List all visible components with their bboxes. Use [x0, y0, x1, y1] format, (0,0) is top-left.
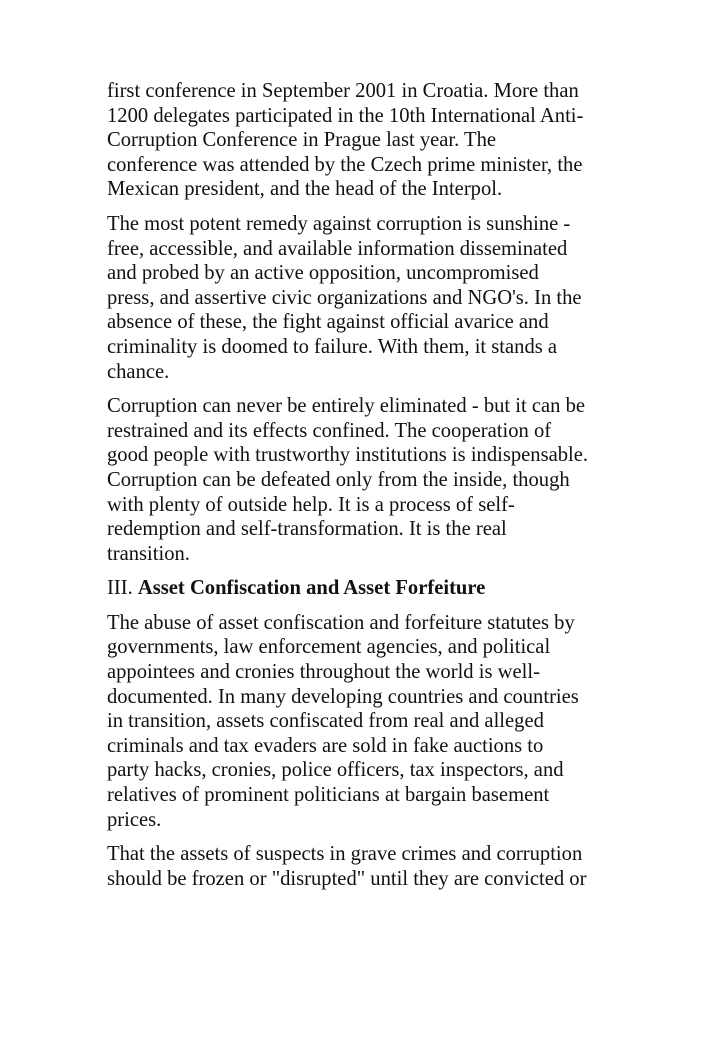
paragraph-eliminated: [107, 394, 627, 566]
text-line: Corruption can be defeated only from the inside, though: [107, 468, 570, 491]
text-line: first conference in September 2001 in Croatia. More than: [107, 80, 579, 102]
text-line: 1200 delegates participated in the 10th International Anti-: [107, 104, 584, 127]
paragraph-abuse: [107, 611, 627, 832]
text-line: press, and assertive civic organizations and NGO's. In the: [107, 286, 582, 309]
text-line: party hacks, cronies, police officers, tax inspectors, and: [107, 759, 564, 782]
text-line: relatives of prominent politicians at bargain basement: [107, 784, 550, 807]
text-line: transition.: [107, 542, 190, 565]
text-line: That the assets of suspects in grave crimes and corruption: [107, 843, 583, 866]
text-line: Corruption Conference in Prague last year. The: [107, 129, 497, 152]
document-page: [107, 79, 627, 901]
text-line: should be frozen or "disrupted" until they are convicted or: [107, 867, 587, 890]
section-title: Asset Confiscation and Asset Forfeiture: [137, 577, 486, 600]
section-number: III.: [107, 577, 133, 600]
text-line: restrained and its effects confined. The cooperation of: [107, 419, 552, 442]
text-line: conference was attended by the Czech prime minister, the: [107, 153, 583, 176]
text-line: redemption and self-transformation. It is the real: [107, 518, 507, 541]
text-line: good people with trustworthy institutions is indispensable.: [107, 444, 589, 467]
text-line: The most potent remedy against corruption is sunshine -: [107, 212, 571, 235]
text-line: The abuse of asset confiscation and forfeiture statutes by: [107, 611, 575, 634]
text-line: criminals and tax evaders are sold in fake auctions to: [107, 734, 544, 757]
text-line: and probed by an active opposition, uncompromised: [107, 262, 539, 285]
text-line: with plenty of outside help. It is a process of self-: [107, 493, 515, 516]
text-line: criminality is doomed to failure. With them, it stands a: [107, 335, 558, 358]
text-line: governments, law enforcement agencies, and political: [107, 636, 551, 659]
text-line: appointees and cronies throughout the world is well-: [107, 661, 540, 684]
text-line: chance.: [107, 360, 170, 383]
paragraph-sunshine: [107, 212, 627, 384]
text-line: prices.: [107, 808, 162, 831]
text-line: in transition, assets confiscated from real and alleged: [107, 710, 544, 733]
text-line: free, accessible, and available information disseminated: [107, 237, 568, 260]
paragraph-conference: [107, 79, 627, 202]
text-line: Corruption can never be entirely eliminated - but it can be: [107, 395, 586, 418]
text-line: absence of these, the fight against official avarice and: [107, 311, 549, 334]
text-line: documented. In many developing countries and countries: [107, 685, 579, 708]
text-line: Mexican president, and the head of the Interpol.: [107, 178, 503, 201]
section-heading: [107, 576, 627, 601]
paragraph-frozen: [107, 842, 627, 891]
